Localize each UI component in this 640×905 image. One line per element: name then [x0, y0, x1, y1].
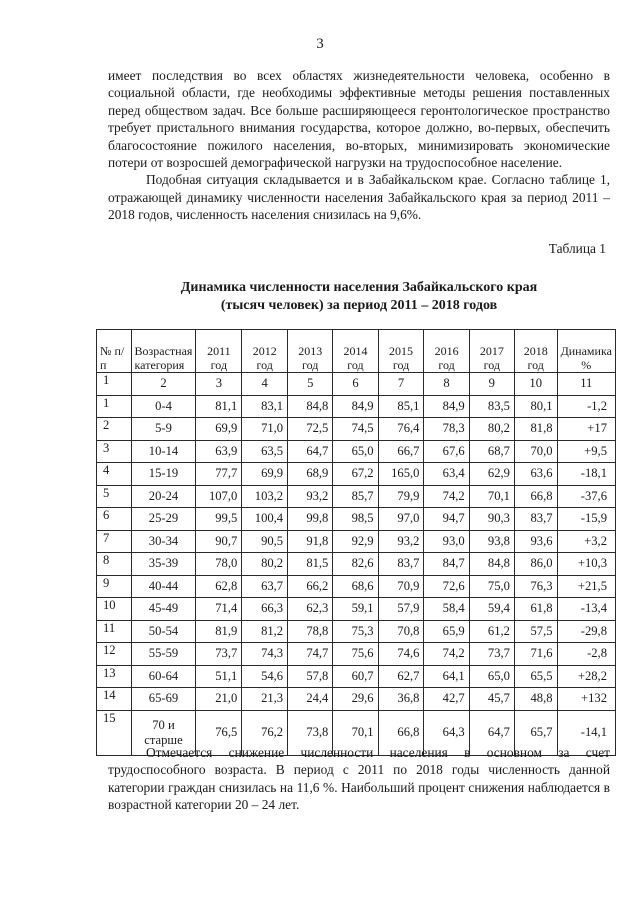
value-2012-cell: 54,6 — [242, 665, 288, 688]
index-cell: 5 — [288, 373, 333, 396]
dynamics-percent-cell: -37,6 — [557, 485, 615, 508]
value-2018-cell: 81,8 — [514, 418, 557, 441]
value-2018-cell: 48,8 — [514, 688, 557, 711]
age-category-cell: 55-59 — [131, 643, 196, 666]
value-2012-cell: 100,4 — [242, 508, 288, 531]
value-2017-cell: 62,9 — [469, 463, 514, 486]
value-2015-cell: 97,0 — [378, 508, 424, 531]
row-number-cell: 6 — [97, 508, 132, 531]
row-number-cell: 2 — [97, 418, 132, 441]
value-2014-cell: 65,0 — [333, 440, 378, 463]
value-2016-cell: 72,6 — [424, 575, 469, 598]
value-2015-cell: 83,7 — [378, 553, 424, 576]
table-row — [97, 553, 616, 576]
dynamics-percent-cell: +132 — [557, 688, 615, 711]
value-2011-cell: 81,9 — [196, 620, 242, 643]
value-2011-cell: 99,5 — [196, 508, 242, 531]
value-2011-cell: 62,8 — [196, 575, 242, 598]
age-category-cell: 5-9 — [131, 418, 196, 441]
value-2013-cell: 24,4 — [288, 688, 333, 711]
dynamics-percent-cell: +21,5 — [557, 575, 615, 598]
value-2011-cell: 71,4 — [196, 598, 242, 621]
index-cell: 2 — [131, 373, 196, 396]
value-2017-cell: 84,8 — [469, 553, 514, 576]
value-2018-cell: 93,6 — [514, 530, 557, 553]
age-category-cell: 25-29 — [131, 508, 196, 531]
index-cell: 1 — [97, 373, 132, 396]
value-2013-cell: 68,9 — [288, 463, 333, 486]
header-2016: 2016 год — [424, 330, 469, 373]
row-number-cell: 7 — [97, 530, 132, 553]
value-2018-cell: 76,3 — [514, 575, 557, 598]
table-row — [97, 395, 616, 418]
value-2016-cell: 74,2 — [424, 643, 469, 666]
row-number-cell: 13 — [97, 665, 132, 688]
table-row — [97, 620, 616, 643]
value-2018-cell: 86,0 — [514, 553, 557, 576]
value-2016-cell: 42,7 — [424, 688, 469, 711]
header-2015: 2015 год — [378, 330, 424, 373]
row-number-cell: 11 — [97, 620, 132, 643]
value-2013-cell: 78,8 — [288, 620, 333, 643]
value-2013-cell: 81,5 — [288, 553, 333, 576]
value-2013-cell: 84,8 — [288, 395, 333, 418]
row-number-cell: 14 — [97, 688, 132, 711]
value-2012-cell: 63,7 — [242, 575, 288, 598]
value-2015-cell: 79,9 — [378, 485, 424, 508]
value-2016-cell: 65,9 — [424, 620, 469, 643]
intro-text — [108, 67, 610, 224]
value-2016-cell: 94,7 — [424, 508, 469, 531]
value-2015-cell: 74,6 — [378, 643, 424, 666]
index-cell: 3 — [196, 373, 242, 396]
dynamics-percent-cell: -18,1 — [557, 463, 615, 486]
value-2013-cell: 62,3 — [288, 598, 333, 621]
value-2016-cell: 74,2 — [424, 485, 469, 508]
table-row — [97, 575, 616, 598]
value-2018-cell: 70,0 — [514, 440, 557, 463]
value-2014-cell: 68,6 — [333, 575, 378, 598]
value-2012-cell: 69,9 — [242, 463, 288, 486]
outro-text — [108, 744, 610, 814]
age-category-cell: 0-4 — [131, 395, 196, 418]
value-2014-cell: 70,1 — [333, 710, 378, 755]
value-2017-cell: 45,7 — [469, 688, 514, 711]
header-2017: 2017 год — [469, 330, 514, 373]
value-2013-cell: 91,8 — [288, 530, 333, 553]
value-2011-cell: 51,1 — [196, 665, 242, 688]
header-2013: 2013 год — [288, 330, 333, 373]
value-2014-cell: 75,3 — [333, 620, 378, 643]
value-2016-cell: 64,3 — [424, 710, 469, 755]
population-table — [96, 329, 616, 756]
value-2014-cell: 67,2 — [333, 463, 378, 486]
value-2018-cell: 57,5 — [514, 620, 557, 643]
value-2012-cell: 83,1 — [242, 395, 288, 418]
table-label: Таблица 1 — [548, 241, 606, 256]
header-2014: 2014 год — [333, 330, 378, 373]
dynamics-percent-cell: +9,5 — [557, 440, 615, 463]
table-row — [97, 418, 616, 441]
index-cell: 9 — [469, 373, 514, 396]
value-2018-cell: 65,7 — [514, 710, 557, 755]
age-category-cell: 10-14 — [131, 440, 196, 463]
value-2016-cell: 58,4 — [424, 598, 469, 621]
value-2014-cell: 29,6 — [333, 688, 378, 711]
row-number-cell: 1 — [97, 395, 132, 418]
value-2013-cell: 66,2 — [288, 575, 333, 598]
value-2014-cell: 59,1 — [333, 598, 378, 621]
header-2012: 2012 год — [242, 330, 288, 373]
dynamics-percent-cell: -29,8 — [557, 620, 615, 643]
value-2014-cell: 98,5 — [333, 508, 378, 531]
value-2011-cell: 63,9 — [196, 440, 242, 463]
value-2018-cell: 61,8 — [514, 598, 557, 621]
table-row — [97, 688, 616, 711]
index-cell: 11 — [557, 373, 615, 396]
dynamics-percent-cell: +10,3 — [557, 553, 615, 576]
table-row — [97, 463, 616, 486]
paragraph-1: имеет последствия во всех областях жизнедеятельности человека, особенно в социальной области, где необходимы эффективные методы решения поставленных перед обществом задач. Все больше расширяющееся геронтологическое пространство требует пристального внимания государства, которое должно, во-первых, обеспечить благосостояние пожилого населения, во-вторых, минимизировать экономические потери от возросшей демографической нагрузки на трудоспособное население. — [108, 68, 610, 171]
table-row — [97, 530, 616, 553]
index-cell: 4 — [242, 373, 288, 396]
value-2012-cell: 103,2 — [242, 485, 288, 508]
value-2014-cell: 74,5 — [333, 418, 378, 441]
value-2014-cell: 84,9 — [333, 395, 378, 418]
value-2017-cell: 65,0 — [469, 665, 514, 688]
value-2012-cell: 90,5 — [242, 530, 288, 553]
index-cell: 10 — [514, 373, 557, 396]
value-2017-cell: 83,5 — [469, 395, 514, 418]
value-2016-cell: 64,1 — [424, 665, 469, 688]
header-num: № п/п — [97, 330, 132, 373]
value-2016-cell: 78,3 — [424, 418, 469, 441]
value-2014-cell: 92,9 — [333, 530, 378, 553]
value-2012-cell: 74,3 — [242, 643, 288, 666]
value-2012-cell: 21,3 — [242, 688, 288, 711]
value-2017-cell: 64,7 — [469, 710, 514, 755]
table-row — [97, 508, 616, 531]
value-2016-cell: 63,4 — [424, 463, 469, 486]
value-2015-cell: 66,7 — [378, 440, 424, 463]
value-2015-cell: 93,2 — [378, 530, 424, 553]
value-2016-cell: 93,0 — [424, 530, 469, 553]
index-cell: 7 — [378, 373, 424, 396]
value-2017-cell: 73,7 — [469, 643, 514, 666]
value-2011-cell: 21,0 — [196, 688, 242, 711]
value-2014-cell: 82,6 — [333, 553, 378, 576]
age-category-cell: 15-19 — [131, 463, 196, 486]
value-2016-cell: 84,9 — [424, 395, 469, 418]
paragraph-2: Подобная ситуация складывается и в Забайкальском крае. Согласно таблице 1, отражающей динамику численности населения Забайкальского края за период 2011 – 2018 годов, численность населения снизилась на 9,6%. — [108, 172, 610, 223]
value-2015-cell: 62,7 — [378, 665, 424, 688]
value-2012-cell: 71,0 — [242, 418, 288, 441]
value-2011-cell: 69,9 — [196, 418, 242, 441]
value-2014-cell: 75,6 — [333, 643, 378, 666]
page-number: 3 — [316, 36, 324, 52]
value-2012-cell: 76,2 — [242, 710, 288, 755]
index-cell: 6 — [333, 373, 378, 396]
value-2015-cell: 85,1 — [378, 395, 424, 418]
value-2018-cell: 83,7 — [514, 508, 557, 531]
value-2011-cell: 81,1 — [196, 395, 242, 418]
dynamics-percent-cell: -15,9 — [557, 508, 615, 531]
value-2013-cell: 74,7 — [288, 643, 333, 666]
value-2013-cell: 93,2 — [288, 485, 333, 508]
table-header-row — [97, 330, 616, 373]
value-2015-cell: 36,8 — [378, 688, 424, 711]
value-2017-cell: 90,3 — [469, 508, 514, 531]
value-2014-cell: 85,7 — [333, 485, 378, 508]
value-2015-cell: 76,4 — [378, 418, 424, 441]
value-2017-cell: 61,2 — [469, 620, 514, 643]
row-number-cell: 10 — [97, 598, 132, 621]
header-2011: 2011 год — [196, 330, 242, 373]
age-category-cell: 40-44 — [131, 575, 196, 598]
value-2015-cell: 70,8 — [378, 620, 424, 643]
value-2013-cell: 64,7 — [288, 440, 333, 463]
value-2018-cell: 66,8 — [514, 485, 557, 508]
dynamics-percent-cell: -14,1 — [557, 710, 615, 755]
value-2018-cell: 80,1 — [514, 395, 557, 418]
table-title — [108, 279, 610, 315]
value-2018-cell: 71,6 — [514, 643, 557, 666]
row-number-cell: 15 — [97, 710, 132, 755]
age-category-cell: 35-39 — [131, 553, 196, 576]
value-2011-cell: 107,0 — [196, 485, 242, 508]
age-category-cell: 20-24 — [131, 485, 196, 508]
value-2017-cell: 70,1 — [469, 485, 514, 508]
dynamics-percent-cell: +17 — [557, 418, 615, 441]
age-category-cell: 30-34 — [131, 530, 196, 553]
value-2016-cell: 67,6 — [424, 440, 469, 463]
row-number-cell: 5 — [97, 485, 132, 508]
value-2014-cell: 60,7 — [333, 665, 378, 688]
value-2018-cell: 65,5 — [514, 665, 557, 688]
row-number-cell: 12 — [97, 643, 132, 666]
table-row — [97, 665, 616, 688]
table-row — [97, 485, 616, 508]
value-2017-cell: 68,7 — [469, 440, 514, 463]
value-2011-cell: 76,5 — [196, 710, 242, 755]
value-2015-cell: 70,9 — [378, 575, 424, 598]
value-2011-cell: 90,7 — [196, 530, 242, 553]
row-number-cell: 8 — [97, 553, 132, 576]
row-number-cell: 4 — [97, 463, 132, 486]
age-category-cell: 70 и старше — [131, 710, 196, 755]
value-2011-cell: 73,7 — [196, 643, 242, 666]
value-2013-cell: 57,8 — [288, 665, 333, 688]
row-number-cell: 3 — [97, 440, 132, 463]
dynamics-percent-cell: -1,2 — [557, 395, 615, 418]
table-row — [97, 643, 616, 666]
age-category-cell: 60-64 — [131, 665, 196, 688]
value-2017-cell: 80,2 — [469, 418, 514, 441]
dynamics-percent-cell: -2,8 — [557, 643, 615, 666]
dynamics-percent-cell: +3,2 — [557, 530, 615, 553]
table-title-line-2: (тысяч человек) за период 2011 – 2018 годов — [220, 298, 498, 313]
value-2017-cell: 93,8 — [469, 530, 514, 553]
paragraph-3: Отмечается снижение численности населения в основном за счет трудоспособного возраста. В период с 2011 по 2018 годы численность данной категории граждан снизилась на 11,6 %. Наибольший процент снижения наблюдается в возрастной категории 20 – 24 лет. — [108, 745, 610, 813]
value-2013-cell: 72,5 — [288, 418, 333, 441]
value-2015-cell: 165,0 — [378, 463, 424, 486]
value-2016-cell: 84,7 — [424, 553, 469, 576]
header-2018: 2018 год — [514, 330, 557, 373]
value-2012-cell: 63,5 — [242, 440, 288, 463]
value-2015-cell: 57,9 — [378, 598, 424, 621]
value-2012-cell: 81,2 — [242, 620, 288, 643]
value-2011-cell: 78,0 — [196, 553, 242, 576]
value-2012-cell: 80,2 — [242, 553, 288, 576]
header-category: Возрастная категория — [131, 330, 196, 373]
dynamics-percent-cell: -13,4 — [557, 598, 615, 621]
value-2013-cell: 99,8 — [288, 508, 333, 531]
value-2017-cell: 59,4 — [469, 598, 514, 621]
row-number-cell: 9 — [97, 575, 132, 598]
table-row — [97, 598, 616, 621]
table-row — [97, 440, 616, 463]
index-cell: 8 — [424, 373, 469, 396]
table-title-line-1: Динамика численности населения Забайкальского края — [180, 280, 538, 295]
value-2017-cell: 75,0 — [469, 575, 514, 598]
value-2013-cell: 73,8 — [288, 710, 333, 755]
age-category-cell: 45-49 — [131, 598, 196, 621]
age-category-cell: 50-54 — [131, 620, 196, 643]
value-2011-cell: 77,7 — [196, 463, 242, 486]
age-category-cell: 65-69 — [131, 688, 196, 711]
value-2015-cell: 66,8 — [378, 710, 424, 755]
column-index-row — [97, 373, 616, 396]
header-dynamics: Динамика % — [557, 330, 615, 373]
value-2012-cell: 66,3 — [242, 598, 288, 621]
dynamics-percent-cell: +28,2 — [557, 665, 615, 688]
value-2018-cell: 63,6 — [514, 463, 557, 486]
